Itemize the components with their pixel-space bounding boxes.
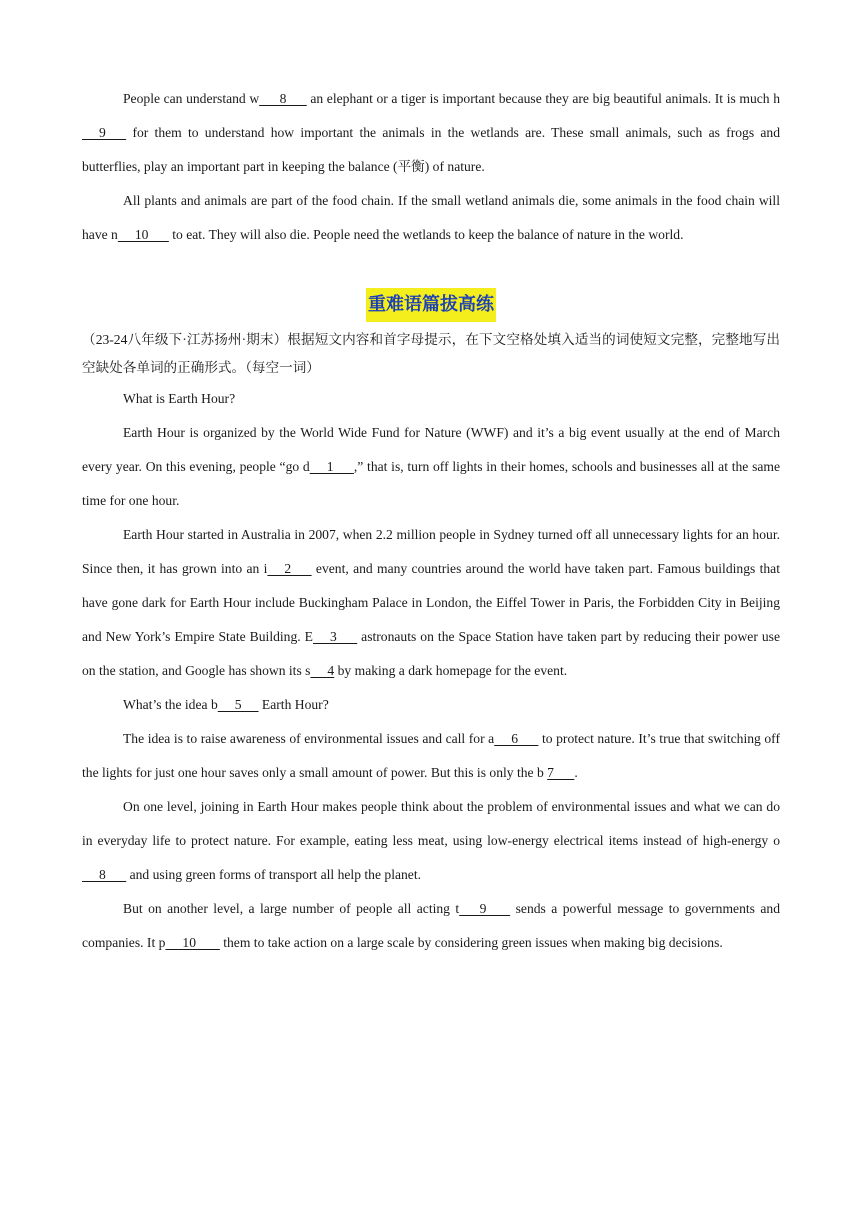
section-title-wrap <box>82 282 780 326</box>
answer-blank[interactable]: 6 <box>494 731 539 746</box>
text: sends a powerful message to governments and companies. It p <box>82 901 781 950</box>
text: and using green forms of transport all help the planet. <box>126 867 422 882</box>
text: The idea is to raise awareness of environmental issues and call for a <box>123 731 495 746</box>
paragraph <box>82 892 780 960</box>
text: Earth Hour started in Australia in 2007, when 2.2 million people in Sydney turned off all unnecessary lights for an hour. Since then, it has grown into an i <box>82 527 780 576</box>
paragraph <box>82 790 780 892</box>
paragraph <box>82 518 780 688</box>
answer-blank[interactable]: 3 <box>312 629 358 644</box>
text: them to take action on a large scale by considering green issues when making big decisions. <box>219 935 723 950</box>
answer-blank[interactable]: 2 <box>267 561 312 576</box>
answer-blank[interactable]: 1 <box>309 459 354 474</box>
text: to protect nature. It’s true that switching off the lights for just one hour saves only a small amount of power. But this is only the b <box>82 731 780 780</box>
subheading: What is Earth Hour? <box>123 391 236 406</box>
text: Earth Hour? <box>258 697 329 712</box>
text: by making a dark homepage for the event. <box>334 663 568 678</box>
paragraph <box>82 82 780 184</box>
text: ,” that is, turn off lights in their homes, schools and businesses all at the same time for one hour. <box>82 459 780 508</box>
text: an elephant or a tiger is important because they are big beautiful animals. It is much h <box>306 91 780 106</box>
text: for them to understand how important the animals in the wetlands are. These small animals, such as frogs and butterflies, play an important part in keeping the balance (平衡) of nature. <box>82 125 780 174</box>
text: to eat. They will also die. People need the wetlands to keep the balance of nature in the world. <box>168 227 684 242</box>
text: event, and many countries around the world have taken part. Famous buildings that have gone dark for Earth Hour include Buckingham Palace in London, the Eiffel Tower in Paris, the Forbidden City in Beijing and New York’s Empire State Building. E <box>82 561 780 644</box>
text: What’s the idea b <box>123 697 218 712</box>
answer-blank[interactable]: 10 <box>165 935 220 950</box>
text: Earth Hour is organized by the World Wide Fund for Nature (WWF) and it’s a big event usually at the end of March every year. On this evening, people “go d <box>82 425 780 474</box>
answer-blank[interactable]: 10 <box>117 227 169 242</box>
answer-blank[interactable]: 9 <box>82 125 127 140</box>
answer-blank[interactable]: 8 <box>82 867 127 882</box>
answer-blank[interactable]: 7 <box>547 765 575 780</box>
answer-blank[interactable]: 9 <box>459 901 511 916</box>
paragraph <box>82 722 780 790</box>
paragraph <box>82 416 780 518</box>
text: All plants and animals are part of the food chain. If the small wetland animals die, some animals in the food chain will have n <box>82 193 780 242</box>
document-page <box>82 82 780 960</box>
text: . <box>574 765 578 780</box>
paragraph <box>82 184 780 252</box>
answer-blank[interactable]: 5 <box>217 697 259 712</box>
text: astronauts on the Space Station have taken part by reducing their power use on the station, and Google has shown its s <box>82 629 780 678</box>
section-title: 重难语篇拔高练 <box>366 288 496 322</box>
text: People can understand w <box>123 91 260 106</box>
instruction: （23-24八年级下·江苏扬州·期末）根据短文内容和首字母提示，在下文空格处填入适当的词使短文完整，完整地写出空缺处各单词的正确形式。（每空一词） <box>82 332 780 375</box>
answer-blank[interactable]: 8 <box>259 91 307 106</box>
answer-blank[interactable]: 4 <box>310 663 335 678</box>
text: On one level, joining in Earth Hour makes people think about the problem of environmental issues and what we can do in everyday life to protect nature. For example, eating less meat, using low-energy electrical items instead of high-energy o <box>82 799 780 848</box>
subheading <box>82 688 780 722</box>
text: But on another level, a large number of people all acting t <box>123 901 460 916</box>
